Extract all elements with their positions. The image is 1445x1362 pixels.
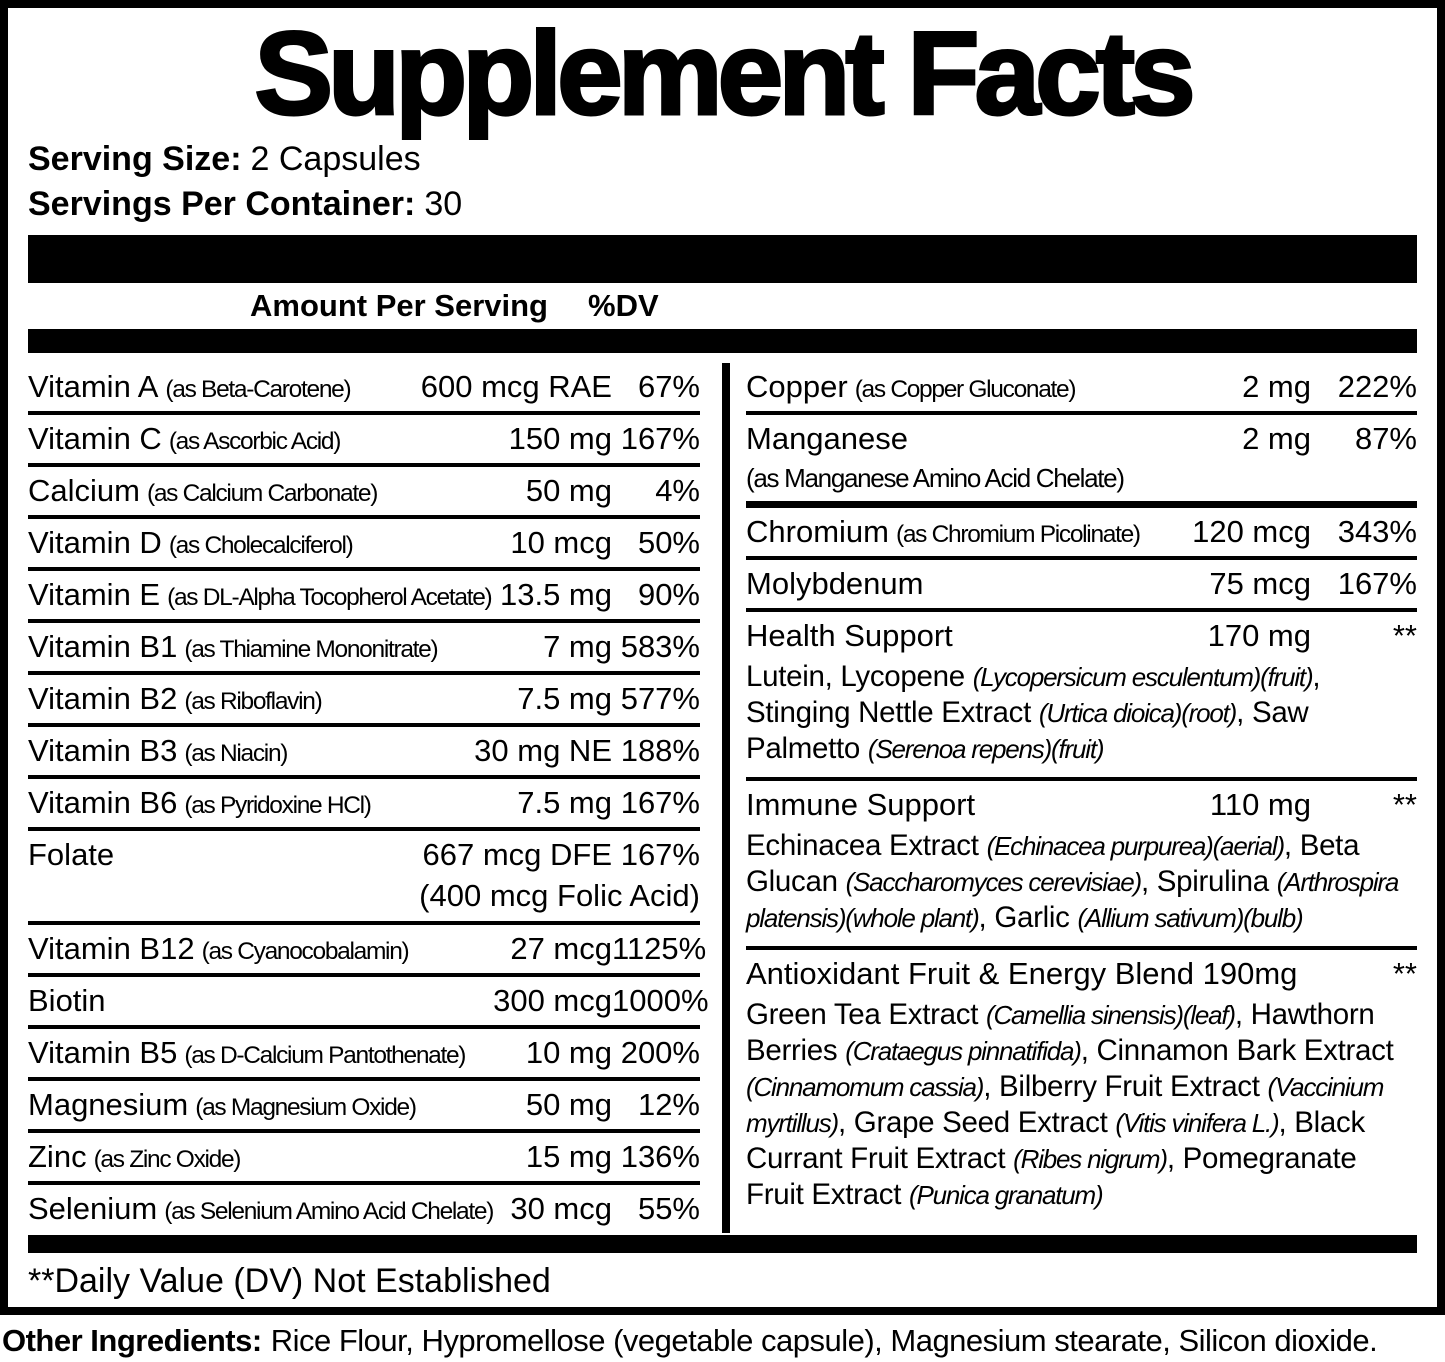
blend-name bbox=[746, 785, 1200, 825]
row-vitamin-c bbox=[28, 415, 700, 467]
divider-bar-bottom bbox=[28, 1235, 1417, 1253]
nutrient-dv: 222% bbox=[1337, 369, 1417, 405]
nutrient-amount: 50 mg bbox=[525, 1087, 612, 1123]
blend-header-line bbox=[746, 954, 1417, 994]
row-vitamin-b2 bbox=[28, 675, 700, 727]
servings-per-container-line bbox=[28, 182, 1425, 227]
nutrient-dv: 87% bbox=[1354, 421, 1417, 457]
row-health-support-blend bbox=[746, 612, 1417, 781]
nutrient-amount: 75 mcg bbox=[1209, 566, 1311, 602]
nutrient-name bbox=[28, 783, 507, 823]
row-magnesium bbox=[28, 1081, 700, 1133]
nutrient-name bbox=[28, 523, 500, 563]
nutrient-name bbox=[28, 471, 516, 511]
nutrient-name-main: Vitamin B1 bbox=[28, 629, 178, 665]
nutrient-dv: 167% bbox=[620, 785, 700, 821]
nutrient-name-detail: (as Thiamine Mononitrate) bbox=[184, 636, 438, 664]
nutrient-name-main: Vitamin B6 bbox=[28, 785, 178, 821]
other-ingredients-line bbox=[0, 1320, 1445, 1362]
nutrient-amount: 10 mg bbox=[525, 1035, 612, 1071]
row-vitamin-b1 bbox=[28, 623, 700, 675]
blend-name-main: Antioxidant Fruit & Energy Blend 190mg bbox=[746, 956, 1298, 992]
nutrient-name bbox=[28, 575, 490, 615]
blend-header-line bbox=[746, 616, 1417, 656]
nutrient-name-detail: (as Ascorbic Acid) bbox=[168, 428, 341, 456]
nutrient-amount: 27 mcg bbox=[510, 931, 612, 967]
blend-dv: ** bbox=[1392, 787, 1417, 823]
manganese-main-line bbox=[746, 419, 1417, 459]
row-folate bbox=[28, 831, 700, 925]
nutrient-name bbox=[746, 512, 1182, 552]
nutrient-dv: 90% bbox=[637, 577, 700, 613]
nutrient-dv: 136% bbox=[620, 1139, 700, 1175]
blend-name-main: Health Support bbox=[746, 618, 953, 654]
nutrient-name-main: Molybdenum bbox=[746, 566, 924, 602]
row-calcium bbox=[28, 467, 700, 519]
row-biotin bbox=[28, 977, 709, 1029]
nutrient-amount: 7.5 mg bbox=[517, 785, 612, 821]
nutrient-dv: 50% bbox=[637, 525, 700, 561]
nutrient-name bbox=[28, 1085, 516, 1125]
nutrient-amount: 150 mg bbox=[508, 421, 612, 457]
left-column bbox=[28, 363, 722, 1233]
nutrient-name-main: Biotin bbox=[28, 983, 106, 1019]
dv-footnote: **Daily Value (DV) Not Established bbox=[28, 1262, 551, 1301]
right-column bbox=[722, 363, 1417, 1233]
nutrient-dv: 200% bbox=[620, 1035, 700, 1071]
other-ingredients-label: Other Ingredients: bbox=[2, 1323, 262, 1359]
row-vitamin-b5 bbox=[28, 1029, 700, 1081]
nutrient-name-detail: (as Pyridoxine HCl) bbox=[184, 792, 371, 820]
blend-name bbox=[746, 616, 1198, 656]
serving-size-value: 2 Capsules bbox=[250, 140, 421, 179]
nutrient-name bbox=[28, 1137, 516, 1177]
nutrient-dv: 12% bbox=[637, 1087, 700, 1123]
blend-amount: 110 mg bbox=[1209, 787, 1311, 823]
nutrient-amount: 7.5 mg bbox=[517, 681, 612, 717]
nutrient-amount: 2 mg bbox=[1242, 421, 1311, 457]
divider-bar-header bbox=[28, 329, 1417, 353]
nutrient-name-detail: (as Beta-Carotene) bbox=[165, 376, 351, 404]
blend-name-main: Immune Support bbox=[746, 787, 976, 823]
nutrient-dv: 67% bbox=[637, 369, 700, 405]
nutrient-table bbox=[28, 363, 1417, 1233]
nutrient-name-main: Selenium bbox=[28, 1191, 158, 1227]
nutrient-dv: 343% bbox=[1337, 514, 1417, 550]
nutrient-name-detail: (as Calcium Carbonate) bbox=[146, 480, 378, 508]
nutrient-amount: 120 mcg bbox=[1192, 514, 1311, 550]
nutrient-dv: 583% bbox=[620, 629, 700, 665]
nutrient-name-main: Vitamin B5 bbox=[28, 1035, 178, 1071]
nutrient-name bbox=[28, 679, 507, 719]
other-ingredients-value: Rice Flour, Hypromellose (vegetable capsule), Magnesium stearate, Silicon dioxide. bbox=[270, 1323, 1378, 1359]
nutrient-name-detail: (as DL-Alpha Tocopherol Acetate) bbox=[167, 584, 492, 612]
amount-per-serving-header: Amount Per Serving bbox=[250, 288, 548, 324]
nutrient-name bbox=[28, 367, 411, 407]
nutrient-name bbox=[28, 731, 464, 771]
row-vitamin-b12 bbox=[28, 925, 707, 977]
nutrient-name-detail: (as Copper Gluconate) bbox=[854, 376, 1076, 404]
nutrient-name-detail: (as Manganese Amino Acid Chelate) bbox=[746, 463, 1124, 494]
nutrient-amount: 7 mg bbox=[543, 629, 612, 665]
nutrient-dv: 167% bbox=[1337, 566, 1417, 602]
nutrient-name-detail: (as Cyanocobalamin) bbox=[201, 938, 409, 966]
nutrient-name-detail: (as Riboflavin) bbox=[184, 688, 322, 716]
servings-per-container-label: Servings Per Container: bbox=[28, 185, 416, 224]
nutrient-name-detail: (as Zinc Oxide) bbox=[93, 1146, 241, 1174]
nutrient-name-main: Vitamin D bbox=[28, 525, 162, 561]
serving-size-label: Serving Size: bbox=[28, 140, 242, 179]
folate-main-line bbox=[28, 835, 700, 875]
nutrient-name bbox=[28, 1189, 500, 1229]
percent-dv-header: %DV bbox=[588, 288, 659, 324]
nutrient-name-main: Folate bbox=[28, 837, 115, 873]
nutrient-name bbox=[28, 1033, 516, 1073]
nutrient-dv: 1125% bbox=[612, 931, 707, 967]
nutrient-amount: 667 mcg DFE bbox=[422, 837, 612, 873]
nutrient-name bbox=[746, 367, 1232, 407]
nutrient-name-detail: (as Chromium Picolinate) bbox=[895, 521, 1140, 549]
nutrient-name-detail: (as Magnesium Oxide) bbox=[195, 1094, 416, 1122]
blend-header-line bbox=[746, 785, 1417, 825]
nutrient-dv: 1000% bbox=[612, 983, 709, 1019]
servings-per-container-value: 30 bbox=[424, 185, 463, 224]
nutrient-name-main: Copper bbox=[746, 369, 848, 405]
table-header-row bbox=[28, 283, 1417, 329]
nutrient-amount: 15 mg bbox=[525, 1139, 612, 1175]
blend-amount: 170 mg bbox=[1207, 618, 1311, 654]
nutrient-dv: 55% bbox=[637, 1191, 700, 1227]
nutrient-name-main: Vitamin E bbox=[28, 577, 161, 613]
blend-dv: ** bbox=[1392, 956, 1417, 992]
nutrient-amount: 50 mg bbox=[525, 473, 612, 509]
nutrient-amount: 13.5 mg bbox=[499, 577, 612, 613]
row-selenium bbox=[28, 1185, 700, 1233]
nutrient-amount: 10 mcg bbox=[510, 525, 612, 561]
nutrient-amount: 2 mg bbox=[1242, 369, 1311, 405]
nutrient-name-detail: (as Selenium Amino Acid Chelate) bbox=[164, 1198, 494, 1226]
nutrient-amount: 300 mcg bbox=[493, 983, 612, 1019]
row-chromium bbox=[746, 508, 1417, 560]
nutrient-name-main: Manganese bbox=[746, 421, 909, 457]
row-manganese bbox=[746, 415, 1417, 508]
blend-name bbox=[746, 954, 1311, 994]
nutrient-name bbox=[28, 929, 500, 969]
nutrient-dv: 577% bbox=[620, 681, 700, 717]
nutrient-name bbox=[746, 419, 1232, 459]
nutrient-name-main: Calcium bbox=[28, 473, 140, 509]
row-vitamin-d bbox=[28, 519, 700, 571]
divider-bar-top bbox=[28, 235, 1417, 283]
blend-ingredients-list: Green Tea Extract (Camellia sinensis)(leaf), Hawthorn Berries (Crataegus pinnatifida), Cinnamon Bark Extract (Cinnamomum cassia), Bilberry Fruit Extract (Vaccinium myrtillus), Grape Seed Extract (Vitis vinifera L.), Black Currant Fruit Extract (Ribes nigrum), Pomegranate Fruit Extract (Punica granatum) bbox=[746, 998, 1394, 1212]
nutrient-amount: 30 mcg bbox=[510, 1191, 612, 1227]
nutrient-name-detail: (as D-Calcium Pantothenate) bbox=[184, 1042, 466, 1070]
label-title: Supplement Facts bbox=[254, 8, 1191, 140]
nutrient-name-main: Vitamin A bbox=[28, 369, 159, 405]
nutrient-amount: 600 mcg RAE bbox=[420, 369, 612, 405]
row-vitamin-a bbox=[28, 363, 700, 415]
nutrient-amount: 30 mg NE bbox=[474, 733, 612, 769]
nutrient-name-main: Zinc bbox=[28, 1139, 87, 1175]
nutrient-name bbox=[28, 627, 533, 667]
row-immune-support-blend bbox=[746, 781, 1417, 950]
blend-ingredients-list: Lutein, Lycopene (Lycopersicum esculentum)(fruit), Stinging Nettle Extract (Urtica dioica)(root), Saw Palmetto (Serenoa repens)(fruit) bbox=[746, 660, 1321, 766]
row-copper bbox=[746, 363, 1417, 415]
nutrient-dv: 167% bbox=[620, 837, 700, 873]
serving-size-line bbox=[28, 137, 1425, 182]
nutrient-amount-secondary: (400 mcg Folic Acid) bbox=[419, 878, 700, 914]
nutrient-dv: 4% bbox=[655, 473, 700, 509]
row-molybdenum bbox=[746, 560, 1417, 612]
row-vitamin-b6 bbox=[28, 779, 700, 831]
nutrient-name-main: Vitamin B2 bbox=[28, 681, 178, 717]
nutrient-name-detail: (as Cholecalciferol) bbox=[168, 532, 353, 560]
nutrient-name-main: Vitamin B3 bbox=[28, 733, 178, 769]
row-zinc bbox=[28, 1133, 700, 1185]
blend-ingredients-list: Echinacea Extract (Echinacea purpurea)(aerial), Beta Glucan (Saccharomyces cerevisiae), Spirulina (Arthrospira platensis)(whole plant), Garlic (Allium sativum)(bulb) bbox=[746, 829, 1399, 935]
nutrient-name-detail: (as Niacin) bbox=[184, 740, 288, 768]
blend-dv: ** bbox=[1392, 618, 1417, 654]
nutrient-name bbox=[28, 981, 483, 1021]
nutrient-name bbox=[28, 419, 499, 459]
nutrient-name-main: Vitamin C bbox=[28, 421, 162, 457]
nutrient-name-main: Vitamin B12 bbox=[28, 931, 195, 967]
row-antioxidant-blend bbox=[746, 950, 1417, 1223]
row-vitamin-e bbox=[28, 571, 700, 623]
nutrient-dv: 167% bbox=[620, 421, 700, 457]
nutrient-dv: 188% bbox=[620, 733, 700, 769]
nutrient-name-main: Chromium bbox=[746, 514, 889, 550]
nutrient-name-main: Magnesium bbox=[28, 1087, 189, 1123]
nutrient-name bbox=[28, 835, 412, 875]
row-vitamin-b3 bbox=[28, 727, 700, 779]
nutrient-name bbox=[746, 564, 1199, 604]
